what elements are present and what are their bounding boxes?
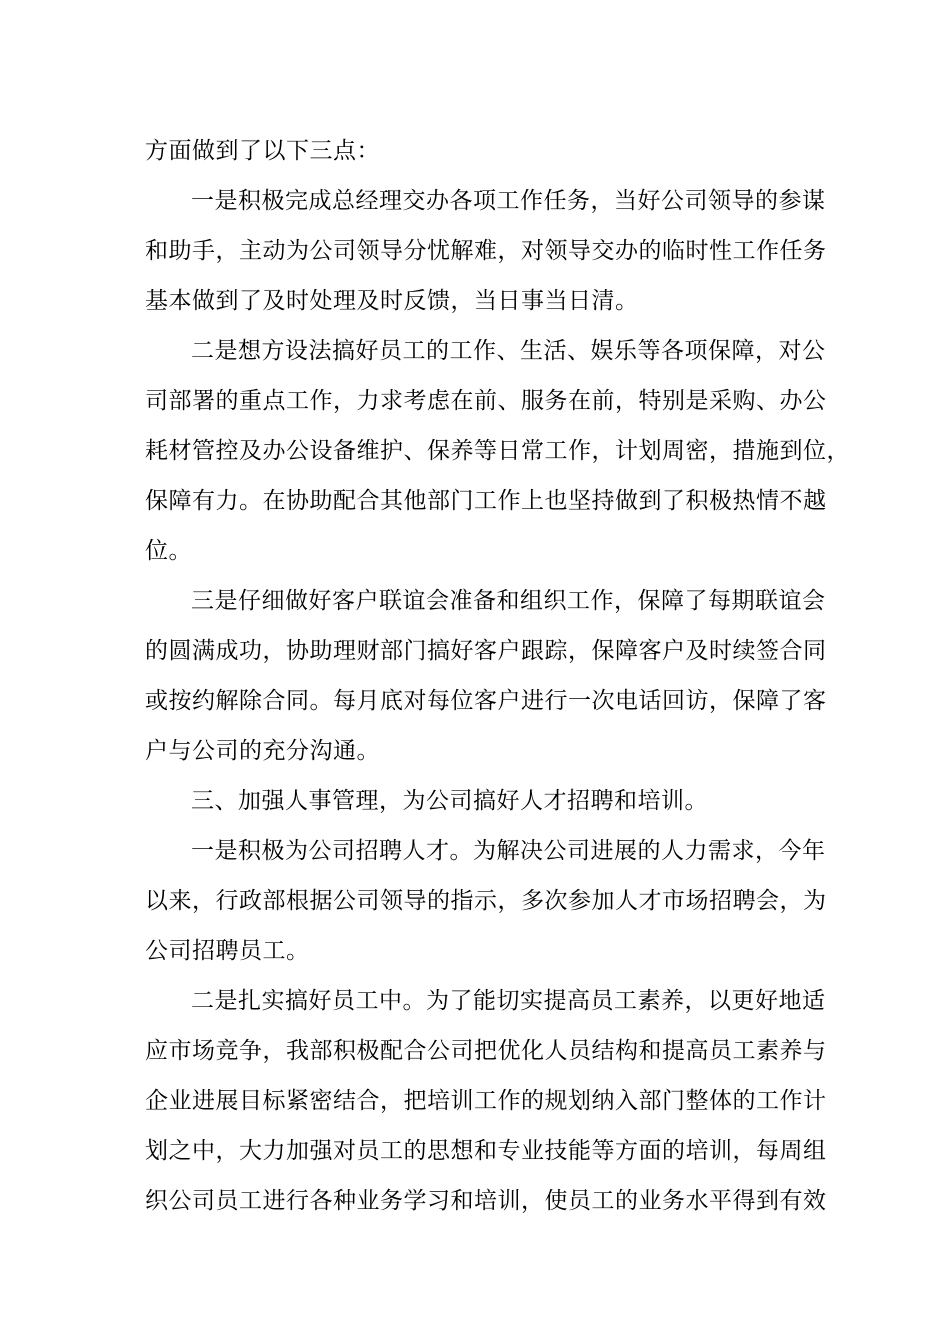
text-line: 公司招聘员工。 bbox=[145, 938, 310, 964]
text-line: 保障有力。在协助配合其他部门工作上也坚持做到了积极热情不越 bbox=[145, 488, 827, 514]
text-line: 划之中，大力加强对员工的思想和专业技能等方面的培训，每周组 bbox=[145, 1138, 827, 1164]
text-line: 的圆满成功，协助理财部门搞好客户跟踪，保障客户及时续签合同 bbox=[145, 638, 827, 664]
text-line: 应市场竞争，我部积极配合公司把优化人员结构和提高员工素养与 bbox=[145, 1038, 827, 1064]
text-line: 和助手，主动为公司领导分忧解难，对领导交办的临时性工作任务 bbox=[145, 238, 827, 264]
text-line: 位。 bbox=[145, 538, 192, 564]
text-line: 基本做到了及时处理及时反馈，当日事当日清。 bbox=[145, 288, 639, 314]
text-line: 方面做到了以下三点： bbox=[145, 138, 380, 164]
section-heading: 三、加强人事管理，为公司搞好人才招聘和培训。 bbox=[191, 788, 708, 814]
text-line: 户与公司的充分沟通。 bbox=[145, 738, 380, 764]
text-line: 一是积极完成总经理交办各项工作任务，当好公司领导的参谋 bbox=[191, 188, 826, 214]
text-line: 二是想方设法搞好员工的工作、生活、娱乐等各项保障，对公 bbox=[191, 338, 826, 364]
text-line: 一是积极为公司招聘人才。为解决公司进展的人力需求，今年 bbox=[191, 838, 826, 864]
text-line: 三是仔细做好客户联谊会准备和组织工作，保障了每期联谊会 bbox=[191, 588, 826, 614]
text-line: 耗材管控及办公设备维护、保养等日常工作，计划周密，措施到位， bbox=[145, 438, 850, 464]
text-line: 二是扎实搞好员工中。为了能切实提高员工素养，以更好地适 bbox=[191, 988, 826, 1014]
text-line: 以来，行政部根据公司领导的指示，多次参加人才市场招聘会，为 bbox=[145, 888, 827, 914]
text-line: 司部署的重点工作，力求考虑在前、服务在前，特别是采购、办公 bbox=[145, 388, 827, 414]
text-line: 或按约解除合同。每月底对每位客户进行一次电话回访，保障了客 bbox=[145, 688, 827, 714]
text-line: 织公司员工进行各种业务学习和培训，使员工的业务水平得到有效 bbox=[145, 1188, 827, 1214]
text-line: 企业进展目标紧密结合，把培训工作的规划纳入部门整体的工作计 bbox=[145, 1088, 827, 1114]
